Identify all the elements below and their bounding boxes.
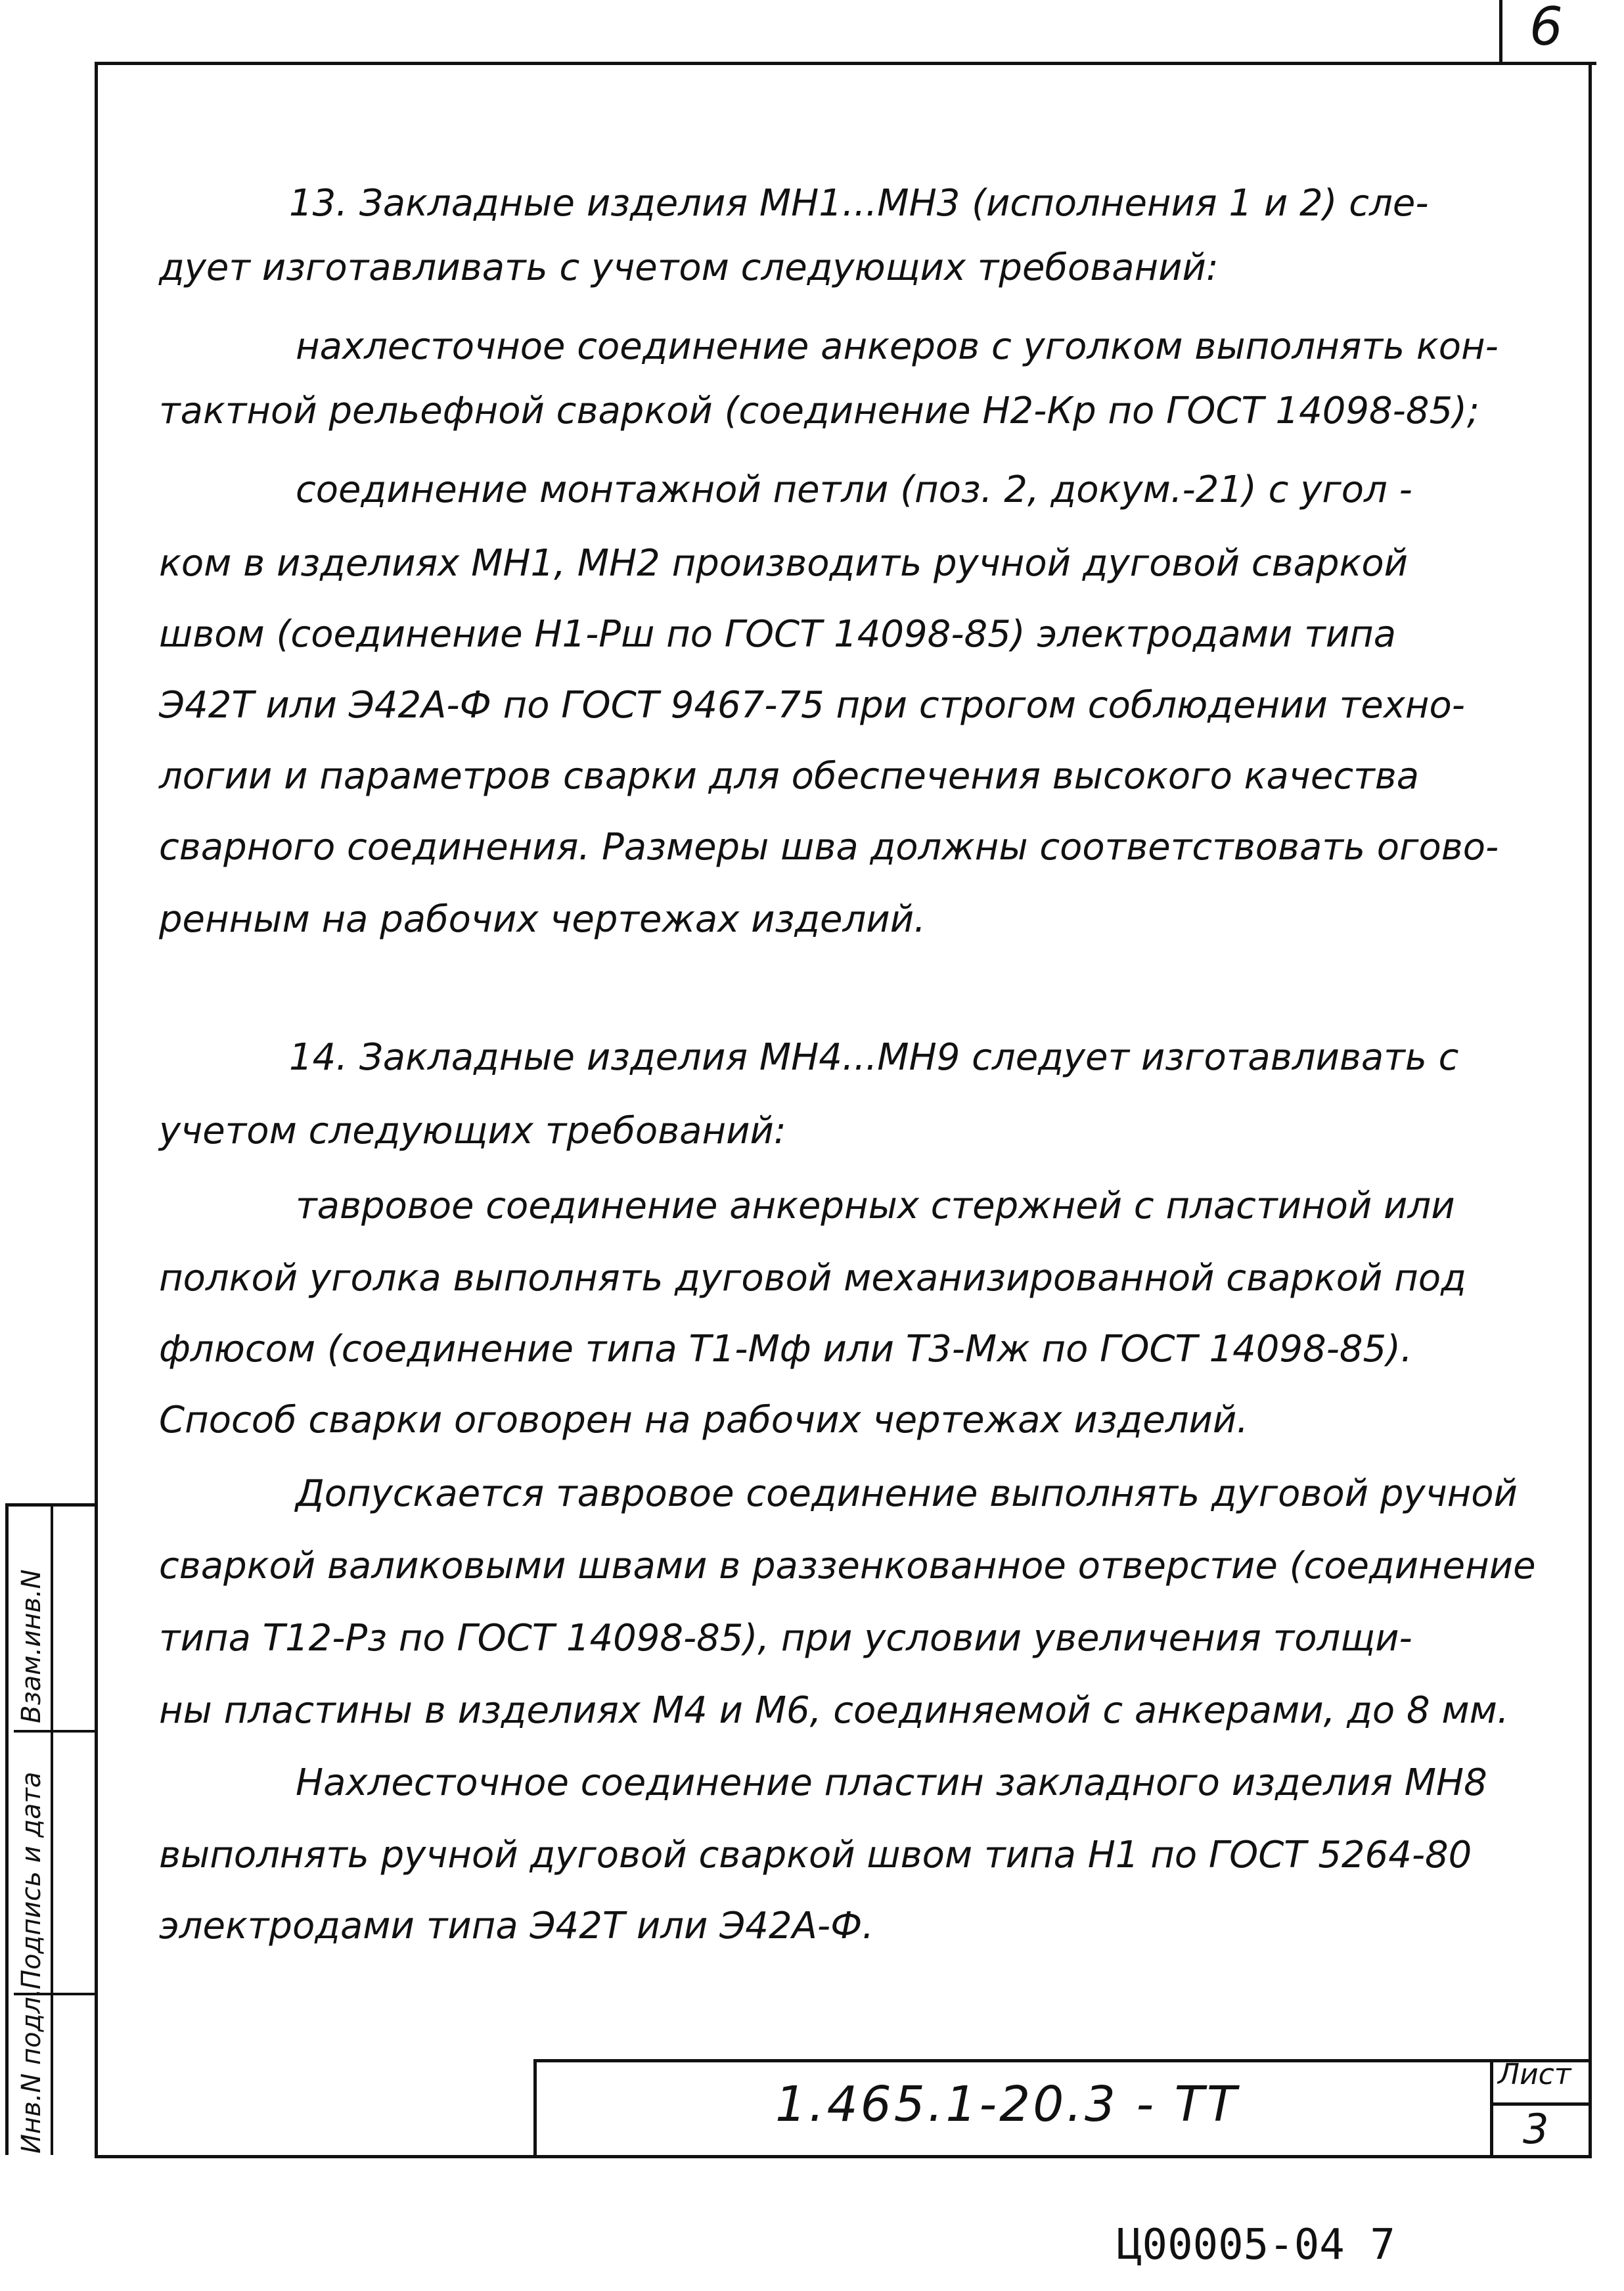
- side-replace-label: Взам.инв.N: [16, 1569, 47, 1723]
- p14-line-7: Допускается тавровое соединение выполнять дуговой ручной: [296, 1472, 1518, 1515]
- side-sign-label: Подпись и дата: [16, 1771, 47, 1989]
- side-stamp-row-line-1: [14, 1730, 98, 1733]
- p13-line-1: 13. Закладные изделия МН1...МН3 (исполнения 1 и 2) сле-: [289, 182, 1429, 225]
- archive-code: Ц00005-04 7: [1117, 2221, 1395, 2269]
- p14-line-12: выполнять ручной дуговой сваркой швом типа Н1 по ГОСТ 5264-80: [159, 1834, 1472, 1876]
- p14-line-10: ны пластины в изделиях М4 и М6, соединяемой с анкерами, до 8 мм.: [159, 1689, 1509, 1732]
- p13-line-2: дует изготавливать с учетом следующих требований:: [159, 246, 1219, 289]
- p13-line-10: сварного соединения. Размеры шва должны соответствовать огово-: [159, 826, 1499, 869]
- sheet-number: 3: [1523, 2105, 1549, 2153]
- p14-line-9: типа Т12-Рз по ГОСТ 14098-85), при условии увеличения толщи-: [159, 1617, 1412, 1660]
- p14-line-13: электродами типа Э42Т или Э42А-Ф.: [159, 1905, 874, 1947]
- side-stamp-divider: [51, 1507, 53, 2155]
- p13-line-6: ком в изделиях МН1, МН2 производить ручной дуговой сваркой: [159, 542, 1408, 585]
- p13-line-5: соединение монтажной петли (поз. 2, докум.-21) с угол -: [296, 468, 1412, 511]
- p14-line-2: учетом следующих требований:: [159, 1110, 786, 1152]
- side-inventory-stamp: [5, 1503, 95, 2155]
- p13-line-9: логии и параметров сварки для обеспечения высокого качества: [159, 755, 1420, 798]
- top-tick-line: [1499, 0, 1502, 62]
- side-inv-label: Инв.N подл.: [16, 1988, 47, 2154]
- p14-line-1: 14. Закладные изделия МН4...МН9 следует изготавливать с: [289, 1036, 1459, 1079]
- p14-line-5: флюсом (соединение типа Т1-Мф или Т3-Мж по ГОСТ 14098-85).: [159, 1328, 1412, 1371]
- corner-page-number: 6: [1529, 0, 1563, 57]
- frame-top-border: [95, 62, 1596, 65]
- p14-line-6: Способ сварки оговорен на рабочих чертежах изделий.: [159, 1399, 1249, 1441]
- p14-line-8: сваркой валиковыми швами в раззенкованное отверстие (соединение: [159, 1545, 1536, 1587]
- document-body: [159, 177, 1577, 1947]
- frame-left-border: [95, 62, 98, 2158]
- p14-line-4: полкой уголка выполнять дуговой механизированной сваркой под: [159, 1257, 1466, 1300]
- frame-bottom-border: [95, 2155, 1592, 2158]
- p13-line-8: Э42Т или Э42А-Ф по ГОСТ 9467-75 при строгом соблюдении техно-: [159, 684, 1465, 727]
- p13-line-3: нахлесточное соединение анкеров с уголком выполнять кон-: [296, 325, 1499, 368]
- p14-line-11: Нахлесточное соединение пластин закладного изделия МН8: [296, 1761, 1487, 1804]
- p14-line-3: тавровое соединение анкерных стержней с пластиной или: [296, 1185, 1455, 1227]
- document-code: 1.465.1-20.3 - ТТ: [775, 2076, 1240, 2133]
- sheet-label: Лист: [1498, 2058, 1571, 2091]
- p13-line-11: ренным на рабочих чертежах изделий.: [159, 898, 926, 941]
- p13-line-4: тактной рельефной сваркой (соединение Н2-Кр по ГОСТ 14098-85);: [159, 390, 1479, 432]
- p13-line-7: швом (соединение Н1-Рш по ГОСТ 14098-85) электродами типа: [159, 613, 1397, 656]
- frame-right-border: [1589, 62, 1592, 2158]
